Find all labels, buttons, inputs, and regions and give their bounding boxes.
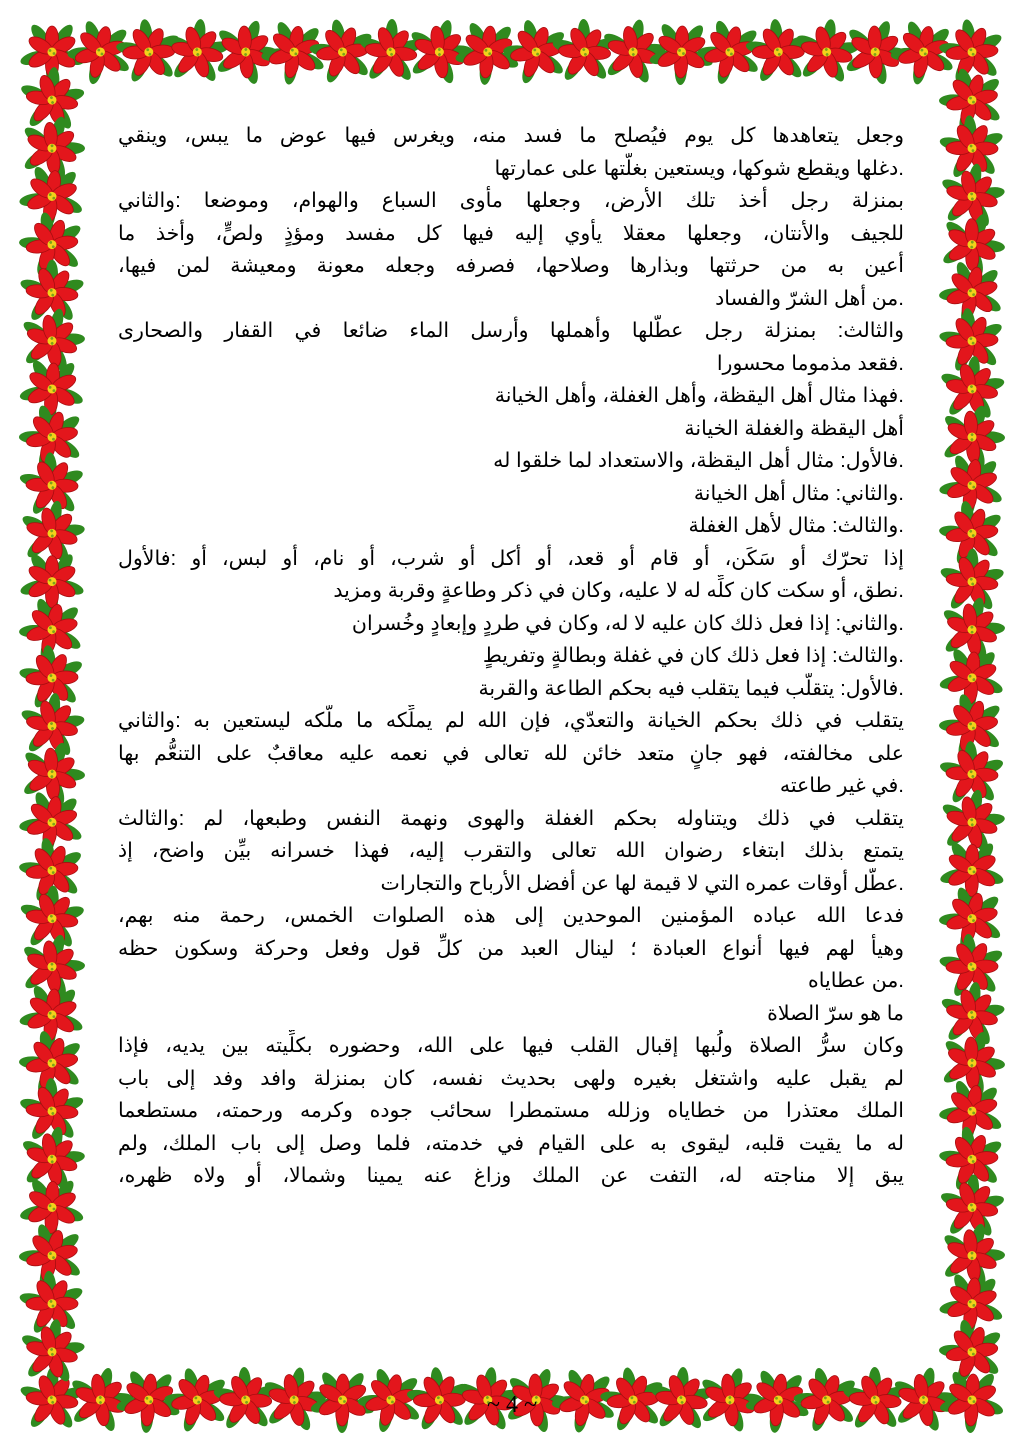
text-line: وهيأ لهم فيها أنواع العبادة ؛ لينال العبد من كلِّ قول وفعل وحركة وسكون حظه xyxy=(118,936,904,960)
text-line: .والثاني: مثال أهل الخيانة xyxy=(693,481,904,505)
text-line: .في غير طاعته xyxy=(779,774,904,797)
text-line: .دغلها ويقطع شوكها، ويستعين بغلَّتها على عمارتها xyxy=(494,156,904,180)
text-line: .والثالث: إذا فعل ذلك كان في غفلة وبطالةٍ وتفريطٍ xyxy=(482,644,904,667)
poinsettia-flower-icon xyxy=(17,357,88,425)
poinsettia-flower-icon xyxy=(938,840,1006,904)
text-line: له ما يقيت قلبه، ليقوى به على القيام في خدمته، فلما وصل إلى باب الملك، ولم xyxy=(118,1131,904,1155)
text-line: .فقعد مذموما محسورا xyxy=(716,351,904,375)
text-line: أهل اليقظة والغفلة الخيانة xyxy=(684,416,904,440)
text-line: وكان سرُّ الصلاة ولُبها إقبال القلب فيها على الله، وحضوره بكلِّيته بين يديه، فإذا xyxy=(118,1034,904,1057)
text-line: أعين به من حرثتها وبذارها وصلاحها، فصرفه وجعله معونة ومعيشة لمن فيها، xyxy=(118,254,904,277)
text-line: إذا تحرّك أو سَكَن، أو قام أو قعد، أو أكل أو شرب، أو نام، أو لبس، أو :فالأول xyxy=(118,546,904,570)
text-line: فدعا الله عباده المؤمنين الموحدين إلى هذه الصلوات الخمس، رحمة منه بهم، xyxy=(118,904,904,927)
text-line: ما هو سرّ الصلاة xyxy=(767,1001,904,1025)
text-line: يبق إلا مناجته له، التفت عن الملك وزاغ عنه يمينا وشمالا، أو ولاه ظهره، xyxy=(118,1164,904,1187)
poinsettia-flower-icon xyxy=(19,551,85,614)
text-line: .عطّل أوقات عمره التي لا قيمة لها عن أفضل الأرباح والتجارات xyxy=(380,871,904,895)
text-line: للجيف والأنتان، وجعلها معقلا يأوي إليه فيها كل مفسد ومؤذٍ ولصٍّ، وأخذ ما xyxy=(118,221,904,245)
text-line: .نطق، أو سكت كان كلِّه له لا عليه، وكان في ذكر وطاعةٍ وقربة ومزيد xyxy=(333,579,904,602)
text-line: لم يقبل عليه واشتغل بغيره ولهى بحديث نفسه، كان بمنزلة وافد وفد إلى باب xyxy=(118,1066,904,1090)
text-line: على مخالفته، فهو جانٍ متعد خائن لله تعالى في نعمه عليه معاقبٌ على التنعُّم بها xyxy=(118,741,904,765)
text-line: يتقلب في ذلك بحكم الخيانة والتعدّي، فإن الله لم يملِّكه ما ملّكه ليستعين به :والثاني xyxy=(118,709,904,732)
text-line: والثالث: بمنزلة رجل عطَّلها وأهملها وأرسل الماء ضائعا في القفار والصحارى xyxy=(118,319,904,342)
text-line: يتقلب في ذلك ويتناوله بحكم الغفلة والهوى ونهمة النفس وطبعها، لم :والثالث xyxy=(118,806,904,830)
text-line: .من عطاياه xyxy=(808,969,904,992)
text-line: الملك معتذرا من خطاياه وزلله مستمطرا سحائب جوده وكرمه ورحمته، مستطعما xyxy=(118,1099,904,1122)
text-line: .فهذا مثال أهل اليقظة، وأهل الغفلة، وأهل الخيانة xyxy=(494,384,904,407)
text-line: يتمتع بذلك ابتغاء رضوان الله تعالى والتقرب إليه، فهذا خسرانه بيِّن واضح، إذ xyxy=(118,839,904,862)
text-line: .والثالث: مثال لأهل الغفلة xyxy=(688,514,904,537)
text-line: بمنزلة رجل أخذ تلك الأرض، وجعلها مأوى السباع والهوام، وموضعا :والثاني xyxy=(118,189,904,212)
text-line: .والثاني: إذا فعل ذلك كان عليه لا له، وكان في طردٍ وإبعادٍ وخُسران xyxy=(351,611,904,635)
page-number: ~ 4 ~ xyxy=(487,1392,537,1418)
text-line: .فالأول: يتقلَّب فيما يتقلب فيه بحكم الطاعة والقربة xyxy=(478,676,904,700)
text-line: وجعل يتعاهدها كل يوم فيُصلح ما فسد منه، ويغرس فيها عوض ما يبس، وينقي xyxy=(118,124,904,147)
poinsettia-flower-icon xyxy=(936,645,1008,714)
poinsettia-flower-icon xyxy=(18,1176,87,1242)
text-line: .فالأول: مثال أهل اليقظة، والاستعداد لما خلقوا له xyxy=(493,449,904,472)
poinsettia-flower-icon xyxy=(15,981,88,1051)
document-body xyxy=(118,120,904,1320)
text-line: .من أهل الشرّ والفساد xyxy=(715,286,904,310)
